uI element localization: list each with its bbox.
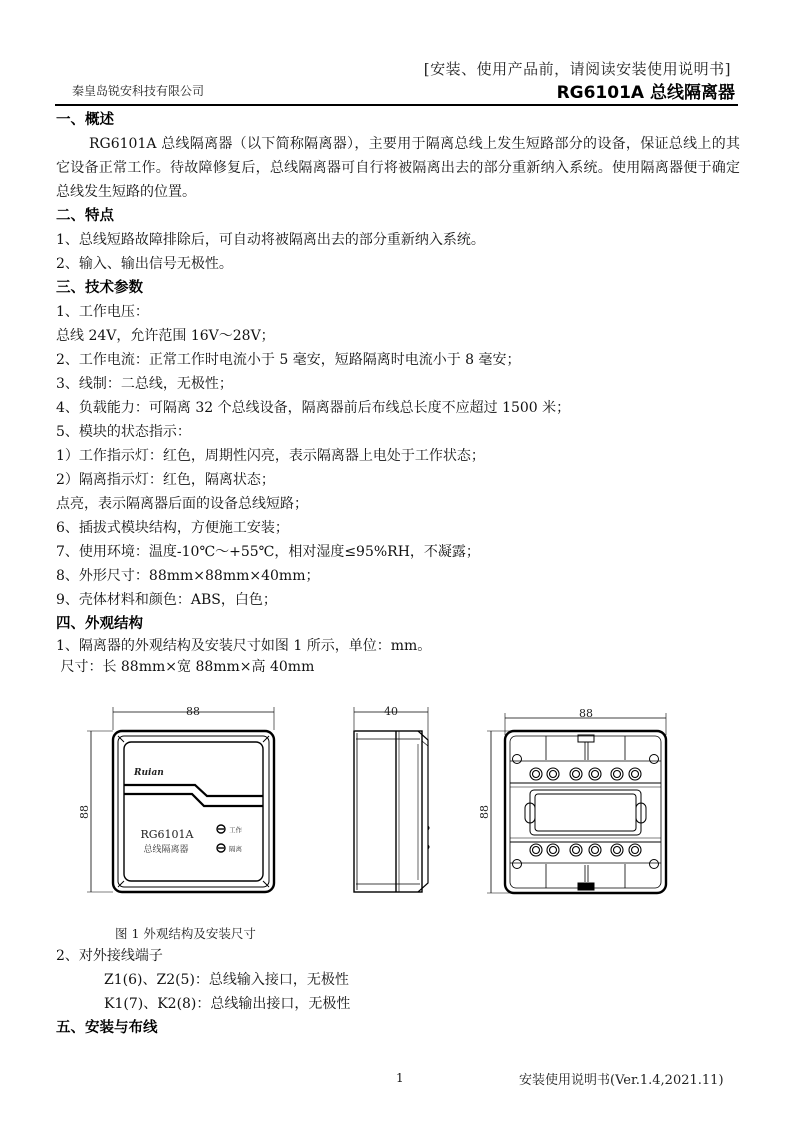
header-note: [安装、使用产品前，请阅读安装使用说明书] — [423, 60, 731, 78]
company-name: 秦皇岛锐安科技有限公司 — [72, 84, 205, 98]
led-work-label: 工作 — [229, 826, 242, 834]
spec-line: 1）工作指示灯：红色，周期性闪亮，表示隔离器上电处于工作状态； — [56, 448, 485, 464]
spec-line: 2）隔离指示灯：红色，隔离状态； — [56, 472, 275, 488]
feature-item: 2、输入、输出信号无极性。 — [56, 256, 233, 272]
dimension-line: 尺寸：长 88mm×宽 88mm×高 40mm — [56, 659, 315, 675]
section-heading-features: 二、特点 — [56, 208, 114, 224]
spec-line: 1、工作电压： — [56, 304, 149, 320]
spec-line: 2、工作电流：正常工作时电流小于 5 毫安，短路隔离时电流小于 8 毫安； — [56, 352, 521, 368]
overview-paragraph: RG6101A 总线隔离器（以下简称隔离器），主要用于隔离总线上发生短路部分的设备，保证总线上的其它设备正常工作。待故障修复后，总线隔离器可自行将被隔离出去的部分重新纳入系统。使用隔离器便于确定总线发生短路的位置。 — [56, 136, 740, 200]
device-model-name: 总线隔离器 — [143, 845, 189, 855]
section-heading-specs: 三、技术参数 — [56, 280, 143, 296]
spec-line: 6、插拔式模块结构，方便施工安装； — [56, 520, 289, 536]
spec-line: 8、外形尺寸：88mm×88mm×40mm； — [56, 568, 320, 584]
side-view — [354, 707, 429, 892]
section-heading-appearance: 四、外观结构 — [56, 616, 143, 632]
page-number: 1 — [396, 1071, 404, 1085]
document-title: RG6101A 总线隔离器 — [556, 83, 735, 103]
header-divider — [55, 104, 738, 106]
feature-item: 1、总线短路故障排除后，可自动将被隔离出去的部分重新纳入系统。 — [56, 232, 485, 248]
figure-1-drawing — [0, 695, 793, 910]
spec-line: 总线 24V，允许范围 16V～28V； — [56, 328, 275, 344]
back-height-label: 88 — [478, 805, 491, 819]
section-heading-install: 五、安装与布线 — [56, 1020, 158, 1036]
spec-line: 5、模块的状态指示： — [56, 424, 191, 440]
side-depth-label: 40 — [384, 705, 398, 718]
figure-caption: 图 1 外观结构及安装尺寸 — [115, 926, 256, 941]
terminals-heading: 2、对外接线端子 — [56, 948, 163, 964]
brand-logo: Ruian — [134, 768, 164, 778]
spec-line: 9、壳体材料和颜色：ABS，白色； — [56, 592, 277, 608]
front-width-label: 88 — [186, 705, 200, 718]
spec-line: 7、使用环境：温度-10℃～+55℃，相对湿度≤95%RH，不凝露； — [56, 544, 480, 560]
front-height-label: 88 — [78, 805, 91, 819]
spec-line: 点亮，表示隔离器后面的设备总线短路； — [56, 496, 308, 512]
footer-version: 安装使用说明书(Ver.1.4,2021.11) — [519, 1073, 724, 1088]
spec-line: 3、线制：二总线，无极性； — [56, 376, 233, 392]
back-width-label: 88 — [579, 707, 593, 720]
appearance-line: 1、隔离器的外观结构及安装尺寸如图 1 所示，单位：mm。 — [56, 638, 432, 654]
section-heading-overview: 一、概述 — [56, 112, 114, 128]
device-model: RG6101A — [140, 828, 194, 841]
terminal-line: Z1(6)、Z2(5)：总线输入接口，无极性 — [104, 972, 349, 988]
led-isolate-label: 隔离 — [229, 845, 242, 853]
spec-line: 4、负载能力：可隔离 32 个总线设备，隔离器前后布线总长度不应超过 1500 米； — [56, 400, 571, 416]
back-view — [487, 713, 666, 893]
terminal-line: K1(7)、K2(8)：总线输出接口，无极性 — [104, 996, 351, 1012]
front-view — [87, 707, 274, 892]
